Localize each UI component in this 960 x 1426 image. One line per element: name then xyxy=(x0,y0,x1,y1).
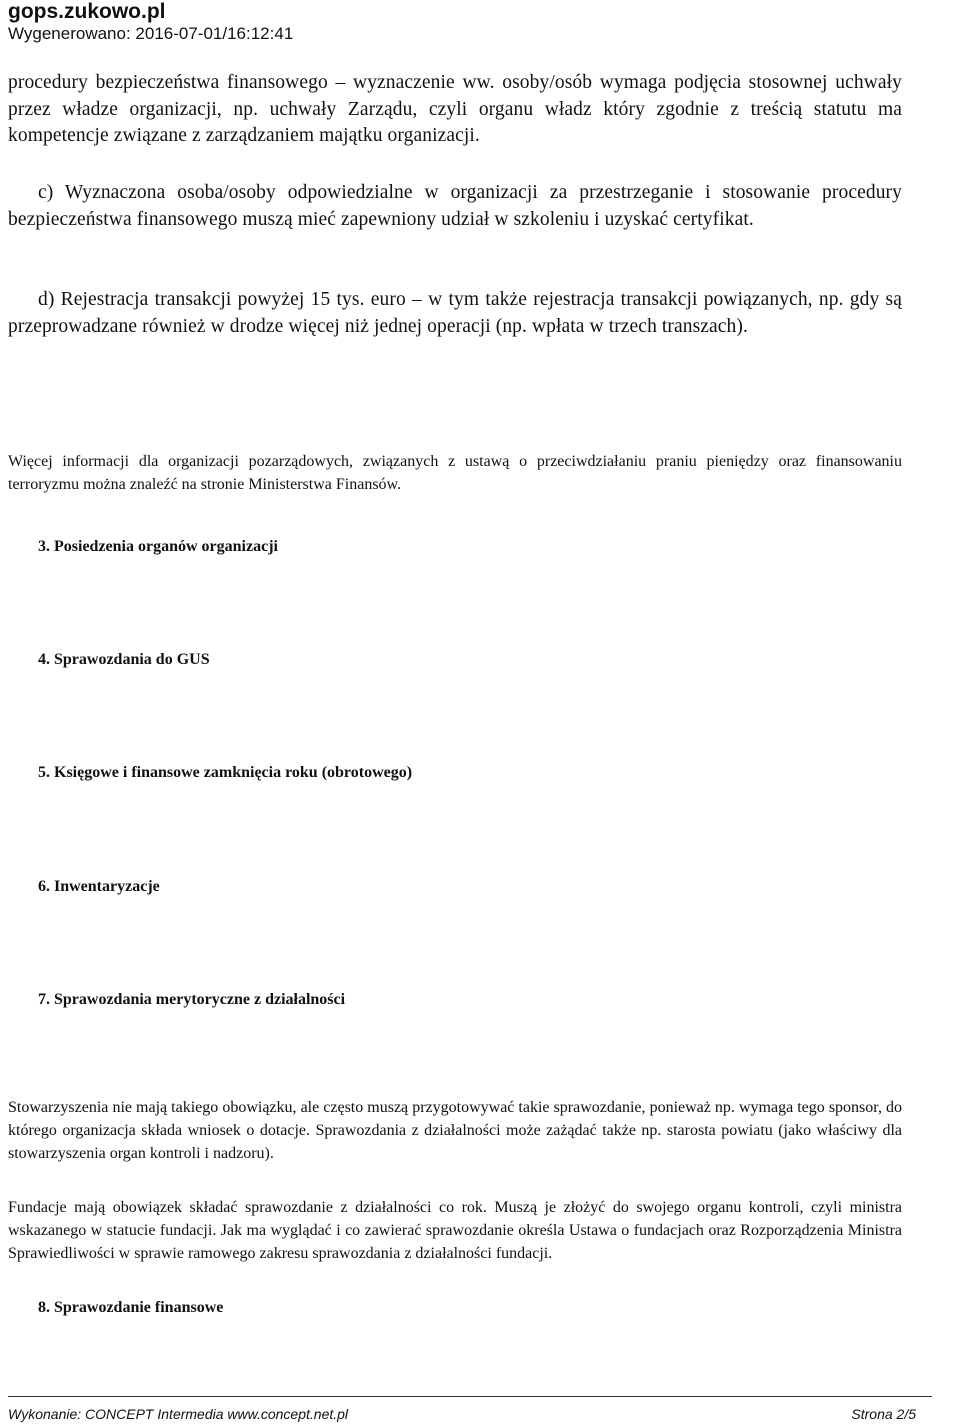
paragraph-associations: Stowarzyszenia nie mają takiego obowiązku, ale często muszą przygotowywać takie sprawozdanie, ponieważ np. wymaga tego sponsor, do którego organizacja składa wniosek o dotacje. Sprawozdania z działalności może zażądać także np. starosta powiatu (jako właściwy dla stowarzyszenia organ kontroli i nadzoru). xyxy=(8,1099,902,1162)
heading-section-5: 5. Księgowe i finansowe zamknięcia roku (obrotowego) xyxy=(38,764,413,781)
heading-section-4: 4. Sprawozdania do GUS xyxy=(38,651,210,668)
paragraph-item-d: d) Rejestracja transakcji powyżej 15 tys. euro – w tym także rejestracja transakcji powiązanych, np. gdy są przeprowadzane również w drodze więcej niż jednej operacji (np. wpłata w trzech transzach). xyxy=(8,289,902,337)
footer-divider xyxy=(8,1396,932,1397)
paragraph-procedure-continuation: procedury bezpieczeństwa finansowego – wyznaczenie ww. osoby/osób wymaga podjęcia stosownej uchwały przez władze organizacji, np. uchwały Zarządu, czyli organu władz który zgodnie z treścią statutu ma kompetencje związane z zarządzaniem majątku organizacji. xyxy=(8,72,902,146)
heading-section-3: 3. Posiedzenia organów organizacji xyxy=(38,538,278,555)
paragraph-item-c: c) Wyznaczona osoba/osoby odpowiedzialne w organizacji za przestrzeganie i stosowanie procedury bezpieczeństwa finansowego muszą mieć zapewniony udział w szkoleniu i uzyskać certyfikat. xyxy=(8,182,902,230)
page-header xyxy=(8,0,293,44)
footer-credits: Wykonanie: CONCEPT Intermedia www.concept.net.pl xyxy=(8,1406,349,1422)
heading-section-6: 6. Inwentaryzacje xyxy=(38,878,160,895)
page-number: Strona 2/5 xyxy=(851,1406,916,1422)
heading-section-8: 8. Sprawozdanie finansowe xyxy=(38,1299,224,1316)
paragraph-foundations: Fundacje mają obowiązek składać sprawozdanie z działalności co rok. Muszą je złożyć do swojego organu kontroli, czyli ministra wskazanego w statucie fundacji. Jak ma wyglądać i co zawierać sprawozdanie określa Ustawa o fundacjach oraz Rozporządzenia Ministra Sprawiedliwości w sprawie ramowego zakresu sprawozdania z działalności fundacji. xyxy=(8,1199,902,1262)
paragraph-more-info: Więcej informacji dla organizacji pozarządowych, związanych z ustawą o przeciwdziałaniu praniu pieniędzy oraz finansowaniu terroryzmu można znaleźć na stronie Ministerstwa Finansów. xyxy=(8,453,902,493)
heading-section-7: 7. Sprawozdania merytoryczne z działalności xyxy=(38,991,346,1008)
generated-timestamp: Wygenerowano: 2016-07-01/16:12:41 xyxy=(8,24,294,43)
site-name: gops.zukowo.pl xyxy=(8,0,166,23)
